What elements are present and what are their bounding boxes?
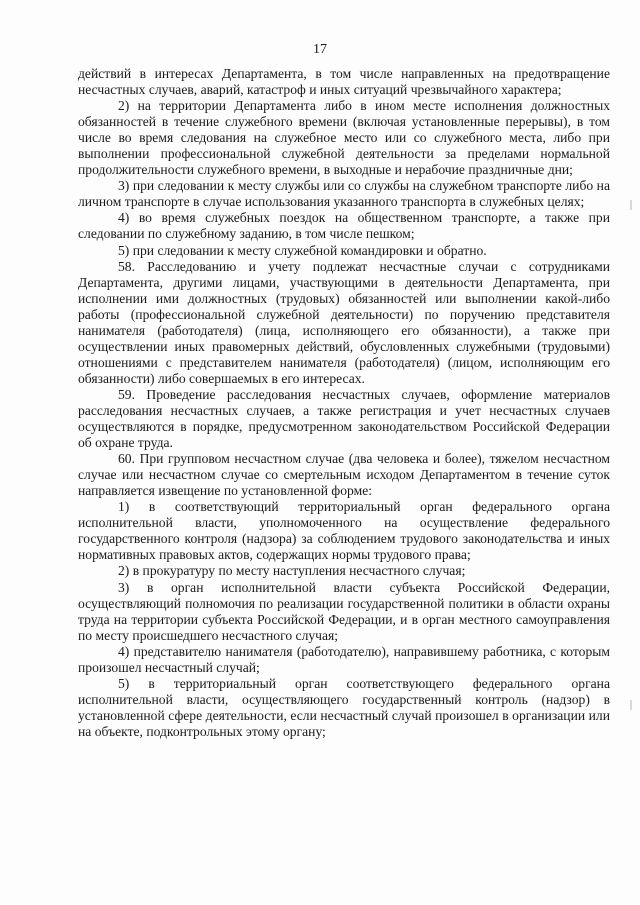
clause-60-item-4: 4) представителю нанимателя (работодателю), направившему работника, с которым произошел несчастный случай; bbox=[78, 643, 610, 675]
list-item-2: 2) на территории Департамента либо в ином месте исполнения должностных обязанностей в течение служебного времени (включая установленные перерывы), в том числе во время следования на служебное место или со служебного места, либо при выполнении профессиональной служебной деятельности за пределами нормальной продолжительности служебного времени, в выходные и нерабочие праздничные дни; bbox=[78, 98, 610, 178]
clause-58: 58. Расследованию и учету подлежат несчастные случаи с сотрудниками Департамента, другими лицами, участвующими в деятельности Департамента, при исполнении ими должностных (трудовых) обязанностей или выполнении какой-либо работы (профессиональной служебной деятельности) по поручению представителя нанимателя (работодателя) (лица, исполняющего его обязанности), а также при осуществлении иных правомерных действий, обусловленных служебными (трудовыми) отношениями с представителем нанимателя (работодателя) (лицом, исполняющим его обязанности) либо совершаемых в его интересах. bbox=[78, 258, 610, 386]
clause-60: 60. При групповом несчастном случае (два человека и более), тяжелом несчастном случае или несчастном случае со смертельным исходом Департаментом в течение суток направляется извещение по установленной форме: bbox=[78, 451, 610, 499]
list-item-5: 5) при следовании к месту служебной командировки и обратно. bbox=[118, 242, 487, 258]
clause-59: 59. Проведение расследования несчастных случаев, оформление материалов расследования несчастных случаев, а также регистрация и учет несчастных случаев осуществляются в порядке, предусмотренном законодательством Российской Федерации об охране труда. bbox=[78, 386, 610, 451]
document-body bbox=[78, 66, 610, 740]
clause-60-item-1: 1) в соответствующий территориальный орган федерального органа исполнительной власти, уполномоченного на осуществление федерального государственного контроля (надзора) за соблюдением трудового законодательства и иных нормативных правовых актов, содержащих нормы трудового права; bbox=[78, 499, 610, 563]
clause-60-item-3: 3) в орган исполнительной власти субъекта Российской Федерации, осуществляющий полномочия по реализации государственной политики в области охраны труда на территории субъекта Российской Федерации, и в орган местного самоуправления по месту происшедшего несчастного случая; bbox=[78, 579, 610, 643]
list-item-4: 4) во время служебных поездок на общественном транспорте, а также при следовании по служебному заданию, в том числе пешком; bbox=[78, 210, 610, 242]
paragraph-continuation: действий в интересах Департамента, в том числе направленных на предотвращение несчастных случаев, аварий, катастроф и иных ситуаций чрезвычайного характера; bbox=[78, 66, 610, 98]
list-item-3: 3) при следовании к месту службы или со службы на служебном транспорте либо на личном транспорте в случае использования указанного транспорта в служебных целях; bbox=[78, 178, 610, 210]
clause-60-item-5: 5) в территориальный орган соответствующего федерального органа исполнительной власти, осуществляющего государственный контроль (надзор) в установленной сфере деятельности, если несчастный случай произошел в организации или на объекте, подконтрольных этому органу; bbox=[78, 675, 610, 739]
page-number: 17 bbox=[313, 42, 327, 57]
clause-60-item-2: 2) в прокуратуру по месту наступления несчастного случая; bbox=[118, 563, 466, 579]
scan-artifact bbox=[630, 700, 632, 710]
scan-artifact bbox=[630, 200, 632, 210]
